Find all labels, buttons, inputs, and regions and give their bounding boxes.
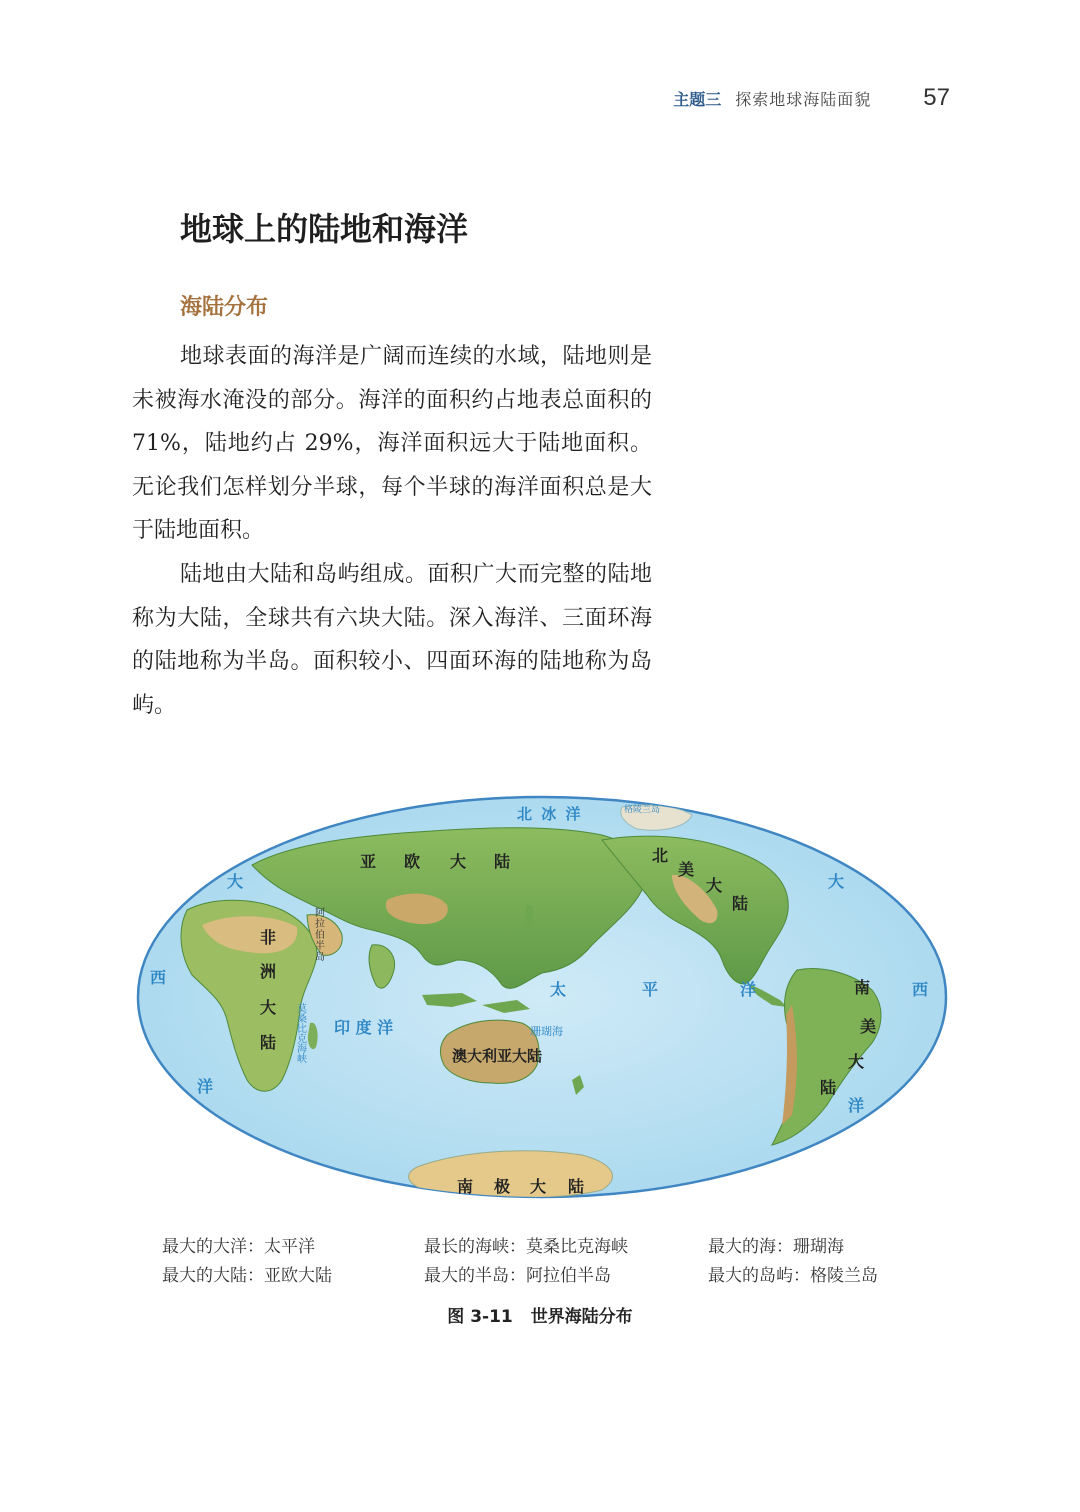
fact-label: 最大的半岛： xyxy=(424,1266,526,1286)
eurasia-label-3: 大 xyxy=(450,852,467,871)
header-theme: 主题三 xyxy=(673,90,722,109)
page-number: 57 xyxy=(923,84,950,111)
fact-value: 亚欧大陆 xyxy=(264,1266,332,1286)
fact-value: 太平洋 xyxy=(264,1237,315,1257)
fact-value: 阿拉伯半岛 xyxy=(526,1266,611,1286)
figure-caption xyxy=(0,1302,1080,1327)
fact-largest-island xyxy=(708,1261,878,1286)
atlantic-right-1: 大 xyxy=(828,872,845,891)
paragraph-2: 陆地由大陆和岛屿组成。面积广大而完整的陆地称为大陆，全球共有六块大陆。深入海洋、三面环海的陆地称为半岛。面积较小、四面环海的陆地称为岛屿。 xyxy=(132,562,652,718)
indian-ocean-label: 印 度 洋 xyxy=(334,1018,394,1037)
north-america-label-1: 北 xyxy=(652,846,669,865)
fact-largest-ocean xyxy=(162,1232,315,1257)
antarctica-label-4: 陆 xyxy=(568,1177,585,1196)
figure-number: 图 3-11 xyxy=(447,1307,513,1327)
north-america-label-2: 美 xyxy=(678,860,695,879)
pacific-label-2: 平 xyxy=(642,980,659,999)
antarctica-label-3: 大 xyxy=(530,1177,547,1196)
figure-title: 世界海陆分布 xyxy=(530,1307,633,1327)
fact-largest-peninsula xyxy=(424,1261,611,1286)
fact-label: 最长的海峡： xyxy=(424,1237,526,1257)
fact-label: 最大的大陆： xyxy=(162,1266,264,1286)
atlantic-right-2: 西 xyxy=(912,980,929,999)
fact-label: 最大的岛屿： xyxy=(708,1266,810,1286)
atlantic-left-3: 洋 xyxy=(197,1077,214,1096)
page-header xyxy=(673,84,950,112)
arctic-ocean-label: 北 冰 洋 xyxy=(517,805,583,823)
atlantic-right-3: 洋 xyxy=(848,1096,865,1115)
africa-label-2: 洲 xyxy=(260,962,277,981)
north-america-label-4: 陆 xyxy=(732,894,749,913)
pacific-label-1: 太 xyxy=(550,980,567,999)
antarctica-label-2: 极 xyxy=(494,1177,511,1196)
world-map xyxy=(132,795,952,1215)
africa-label-4: 陆 xyxy=(260,1033,277,1052)
south-america-label-3: 大 xyxy=(848,1052,865,1071)
africa-label-3: 大 xyxy=(260,998,277,1017)
antarctica-label-1: 南 xyxy=(457,1177,474,1196)
fact-largest-sea xyxy=(708,1232,844,1257)
fact-longest-strait xyxy=(424,1232,628,1257)
fact-largest-continent xyxy=(162,1261,332,1286)
fact-value: 莫桑比克海峡 xyxy=(526,1237,628,1257)
arabia-label: 阿拉伯半岛 xyxy=(312,907,324,962)
page-title: 地球上的陆地和海洋 xyxy=(180,210,469,248)
fact-value: 珊瑚海 xyxy=(793,1237,844,1257)
header-subtitle: 探索地球海陆面貌 xyxy=(735,90,872,109)
atlantic-left-2: 西 xyxy=(150,968,167,987)
section-heading: 海陆分布 xyxy=(180,295,269,320)
pacific-label-3: 洋 xyxy=(740,980,757,999)
australia-label: 澳大利亚大陆 xyxy=(452,1047,543,1065)
coral-sea-label: 珊瑚海 xyxy=(530,1025,563,1038)
paragraph-1: 地球表面的海洋是广阔而连续的水域，陆地则是未被海水淹没的部分。海洋的面积约占地表总面积的 71%，陆地约占 29%，海洋面积远大于陆地面积。无论我们怎样划分半球，每个半球的海洋面积总是大于陆地面积。 xyxy=(132,344,652,543)
fact-value: 格陵兰岛 xyxy=(810,1266,878,1286)
south-america-label-4: 陆 xyxy=(820,1078,837,1097)
south-america-label-2: 美 xyxy=(860,1017,877,1036)
africa-label-1: 非 xyxy=(260,928,277,947)
north-america-label-3: 大 xyxy=(706,876,723,895)
eurasia-label-1: 亚 xyxy=(360,852,377,871)
south-america-label-1: 南 xyxy=(854,978,871,997)
eurasia-label-4: 陆 xyxy=(494,852,511,871)
fact-label: 最大的海： xyxy=(708,1237,793,1257)
mozambique-label: 莫桑比克海峡 xyxy=(294,1003,306,1063)
greenland-label: 格陵兰岛 xyxy=(624,805,661,815)
atlantic-left-1: 大 xyxy=(227,872,244,891)
fact-label: 最大的大洋： xyxy=(162,1237,264,1257)
eurasia-label-2: 欧 xyxy=(404,852,421,871)
